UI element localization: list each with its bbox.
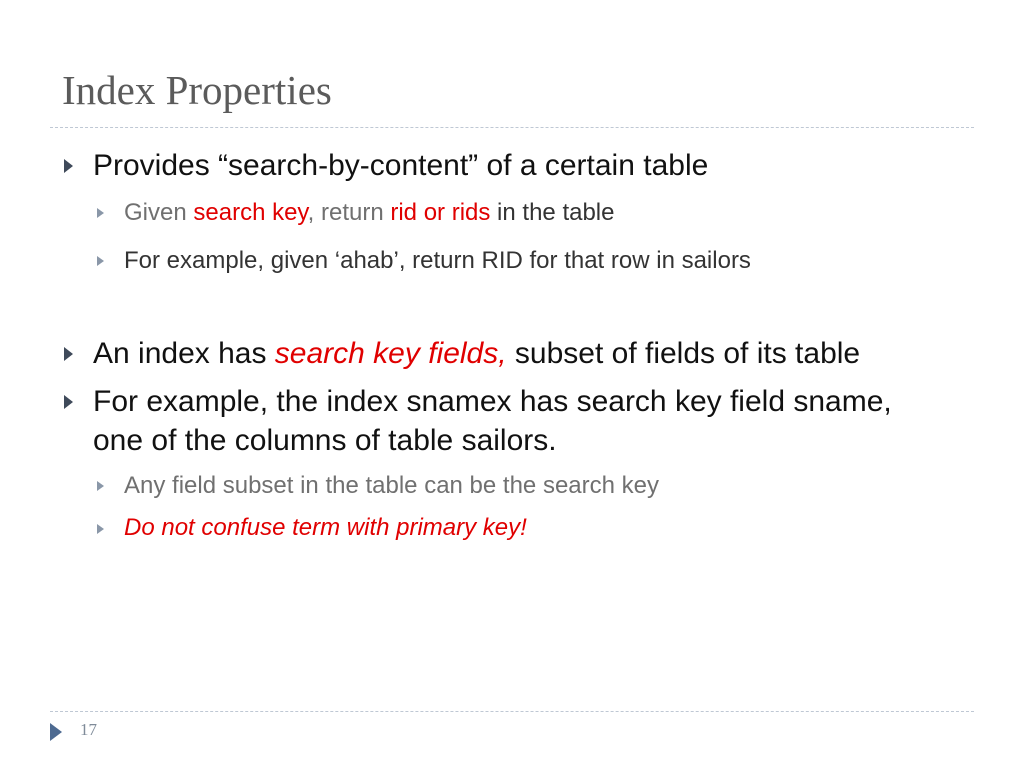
bullet-example-snamex-line2: one of the columns of table sailors. <box>93 424 557 457</box>
title-divider <box>50 127 974 128</box>
bullet-arrow-icon <box>64 159 73 173</box>
bullet-example-snamex-line1: For example, the index snamex has search key field sname, <box>93 385 892 418</box>
sub-bullet-arrow-icon <box>97 524 104 534</box>
sub-bullet-given <box>124 198 614 228</box>
bullet-provides: Provides “search-by-content” of a certain table <box>93 149 709 182</box>
text-in-the-table: in the table <box>490 199 615 226</box>
sub-bullet-do-not-confuse: Do not confuse term with primary key! <box>124 514 527 541</box>
sub-bullet-arrow-icon <box>97 208 104 218</box>
text-subset-of-fields: subset of fields of its table <box>506 337 861 370</box>
page-number: 17 <box>80 720 97 739</box>
text-given: Given <box>124 199 194 226</box>
text-search-key-fields: search key fields, <box>274 337 507 370</box>
bullet-arrow-icon <box>64 395 73 409</box>
text-comma-return: , return <box>307 199 391 226</box>
text-an-index-has: An index has <box>93 337 275 370</box>
sub-bullet-example-ahab: For example, given ‘ahab’, return RID for that row in sailors <box>124 247 751 274</box>
footer-arrow-icon <box>50 723 62 741</box>
sub-bullet-any-field-subset: Any field subset in the table can be the search key <box>124 472 659 499</box>
slide-title: Index Properties <box>62 67 332 113</box>
text-rid-or-rids: rid or rids <box>390 199 491 226</box>
sub-bullet-arrow-icon <box>97 481 104 491</box>
bullet-arrow-icon <box>64 347 73 361</box>
text-search-key: search key <box>193 199 308 226</box>
footer-divider <box>50 711 974 712</box>
sub-bullet-arrow-icon <box>97 256 104 266</box>
bullet-index-has <box>93 335 860 373</box>
